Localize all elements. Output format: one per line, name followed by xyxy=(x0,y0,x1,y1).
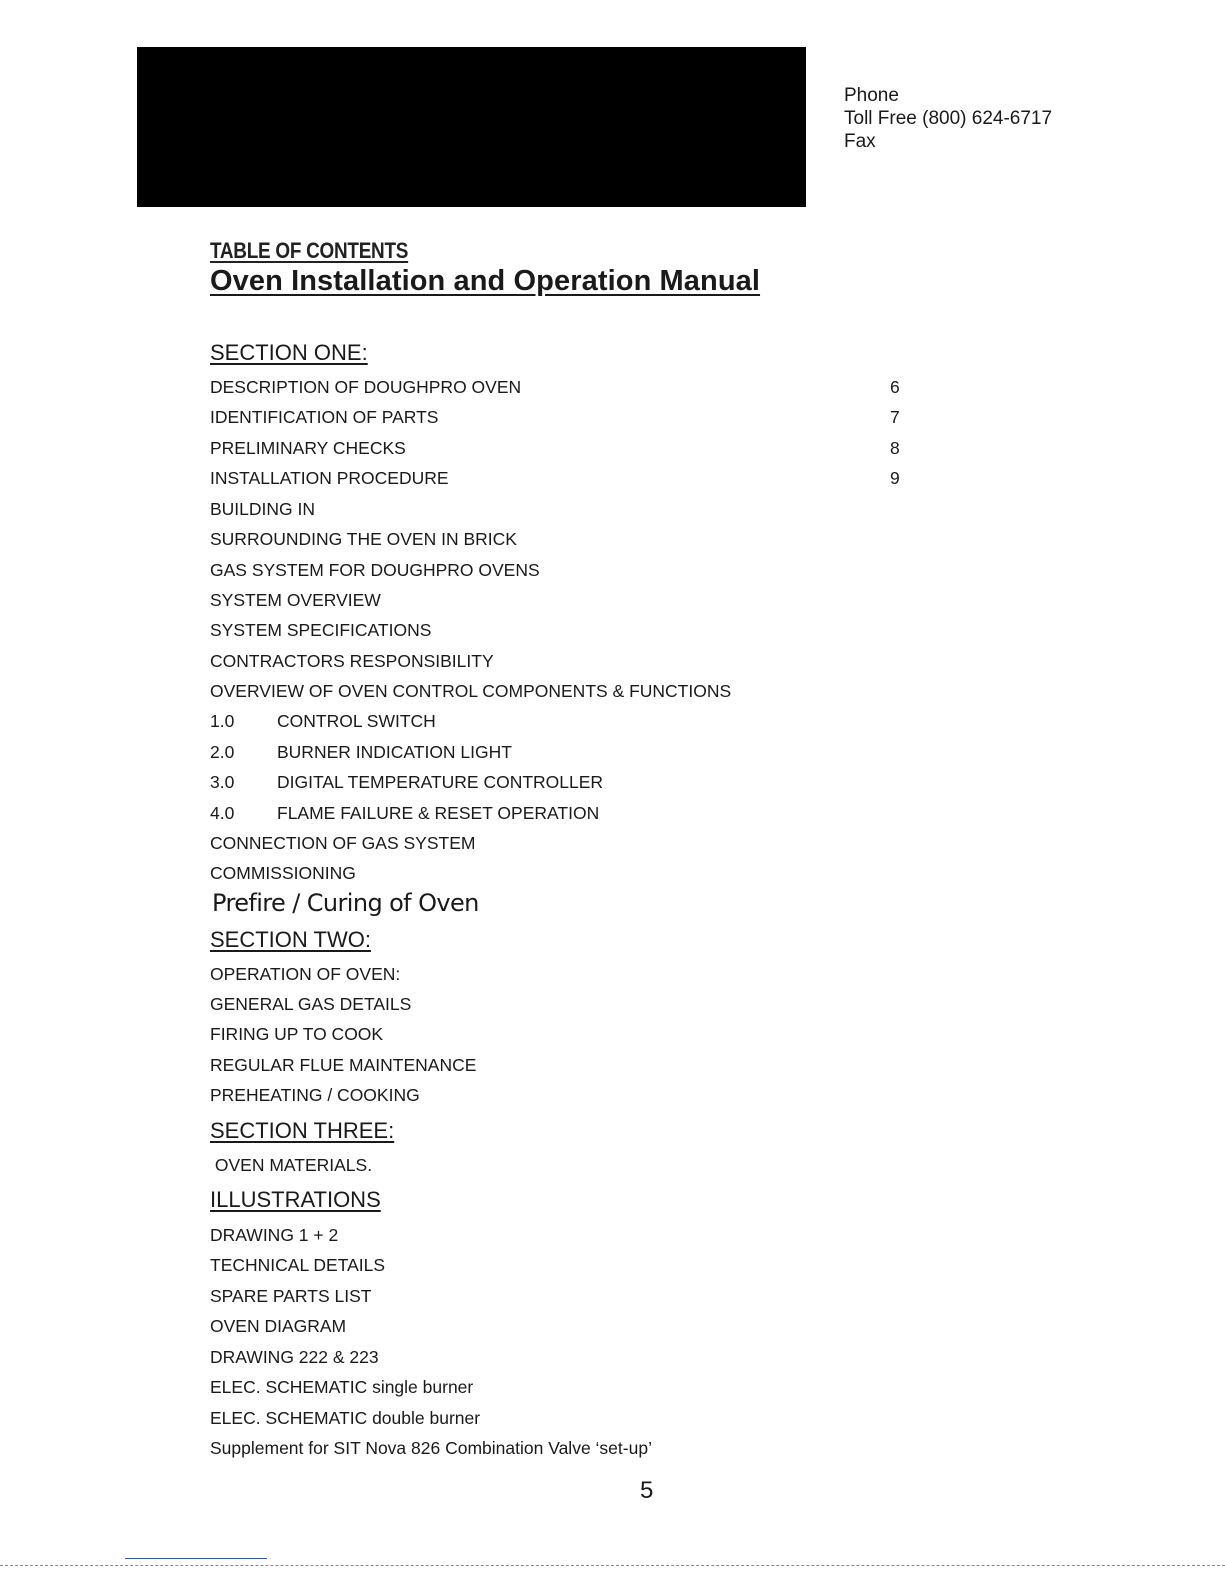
prefire-heading: Prefire / Curing of Oven xyxy=(212,889,479,917)
toc-entry-text: CONTROL SWITCH xyxy=(277,711,436,731)
toc-entry: PRELIMINARY CHECKS xyxy=(210,438,406,458)
toc-entry: OVEN DIAGRAM xyxy=(210,1316,347,1336)
toc-entry-number: 4.0 xyxy=(210,803,235,823)
toc-entry: TECHNICAL DETAILS xyxy=(210,1255,386,1275)
section-three-heading: SECTION THREE: xyxy=(210,1118,395,1143)
toc-entry: CONNECTION OF GAS SYSTEM xyxy=(210,833,476,853)
phone-label: Phone xyxy=(844,85,899,106)
toc-entry-number: 3.0 xyxy=(210,772,235,792)
section-two-heading: SECTION TWO: xyxy=(210,927,371,952)
toc-page-number: 6 xyxy=(890,377,900,397)
toc-entry: Supplement for SIT Nova 826 Combination Valve ‘set-up’ xyxy=(210,1438,652,1458)
toc-page-number: 7 xyxy=(890,407,900,427)
toc-entry-text: BURNER INDICATION LIGHT xyxy=(277,742,512,762)
toc-entry: OVEN MATERIALS. xyxy=(210,1155,373,1175)
toc-entry: SYSTEM OVERVIEW xyxy=(210,590,381,610)
toc-label: TABLE OF CONTENTS xyxy=(210,238,409,263)
table-of-contents xyxy=(210,0,930,1585)
toc-entry: DRAWING 1 + 2 xyxy=(210,1225,339,1245)
toc-entry-number: 1.0 xyxy=(210,711,235,731)
fax-label: Fax xyxy=(844,131,876,152)
toc-entry: IDENTIFICATION OF PARTS xyxy=(210,407,439,427)
toc-entry-number: 2.0 xyxy=(210,742,235,762)
toc-entry: COMMISSIONING xyxy=(210,863,356,883)
toc-entry-text: FLAME FAILURE & RESET OPERATION xyxy=(277,803,600,823)
toc-entry: ELEC. SCHEMATIC double burner xyxy=(210,1408,481,1428)
toc-entry: OPERATION OF OVEN: xyxy=(210,964,401,984)
toc-entry: SURROUNDING THE OVEN IN BRICK xyxy=(210,529,517,549)
page-edge-rule xyxy=(0,1565,1225,1566)
toc-page-number: 8 xyxy=(890,438,900,458)
toc-entry: GAS SYSTEM FOR DOUGHPRO OVENS xyxy=(210,560,540,580)
toc-entry: FIRING UP TO COOK xyxy=(210,1024,384,1044)
toll-free-number: Toll Free (800) 624-6717 xyxy=(844,108,1053,129)
toc-numbered-entry xyxy=(210,742,512,763)
toc-entry: GENERAL GAS DETAILS xyxy=(210,994,412,1014)
section-one-heading: SECTION ONE: xyxy=(210,340,368,365)
footnote-rule xyxy=(125,1558,267,1559)
toc-entry: SPARE PARTS LIST xyxy=(210,1286,372,1306)
page-number: 5 xyxy=(640,1477,654,1504)
toc-entry: CONTRACTORS RESPONSIBILITY xyxy=(210,651,494,671)
toc-entry: PREHEATING / COOKING xyxy=(210,1085,420,1105)
toc-entry-text: DIGITAL TEMPERATURE CONTROLLER xyxy=(277,772,604,792)
toc-entry: DRAWING 222 & 223 xyxy=(210,1347,379,1367)
toc-numbered-entry xyxy=(210,711,436,732)
toc-numbered-entry xyxy=(210,803,599,824)
toc-entry: SYSTEM SPECIFICATIONS xyxy=(210,620,432,640)
manual-title: Oven Installation and Operation Manual xyxy=(210,265,761,297)
toc-page-number: 9 xyxy=(890,468,900,488)
toc-entry: OVERVIEW OF OVEN CONTROL COMPONENTS & FUNCTIONS xyxy=(210,681,732,701)
toc-entry: DESCRIPTION OF DOUGHPRO OVEN xyxy=(210,377,522,397)
toc-entry: INSTALLATION PROCEDURE xyxy=(210,468,449,488)
illustrations-heading: ILLUSTRATIONS xyxy=(210,1187,381,1212)
toc-entry: BUILDING IN xyxy=(210,499,316,519)
toc-entry: ELEC. SCHEMATIC single burner xyxy=(210,1377,474,1397)
toc-numbered-entry xyxy=(210,772,603,793)
toc-entry: REGULAR FLUE MAINTENANCE xyxy=(210,1055,477,1075)
